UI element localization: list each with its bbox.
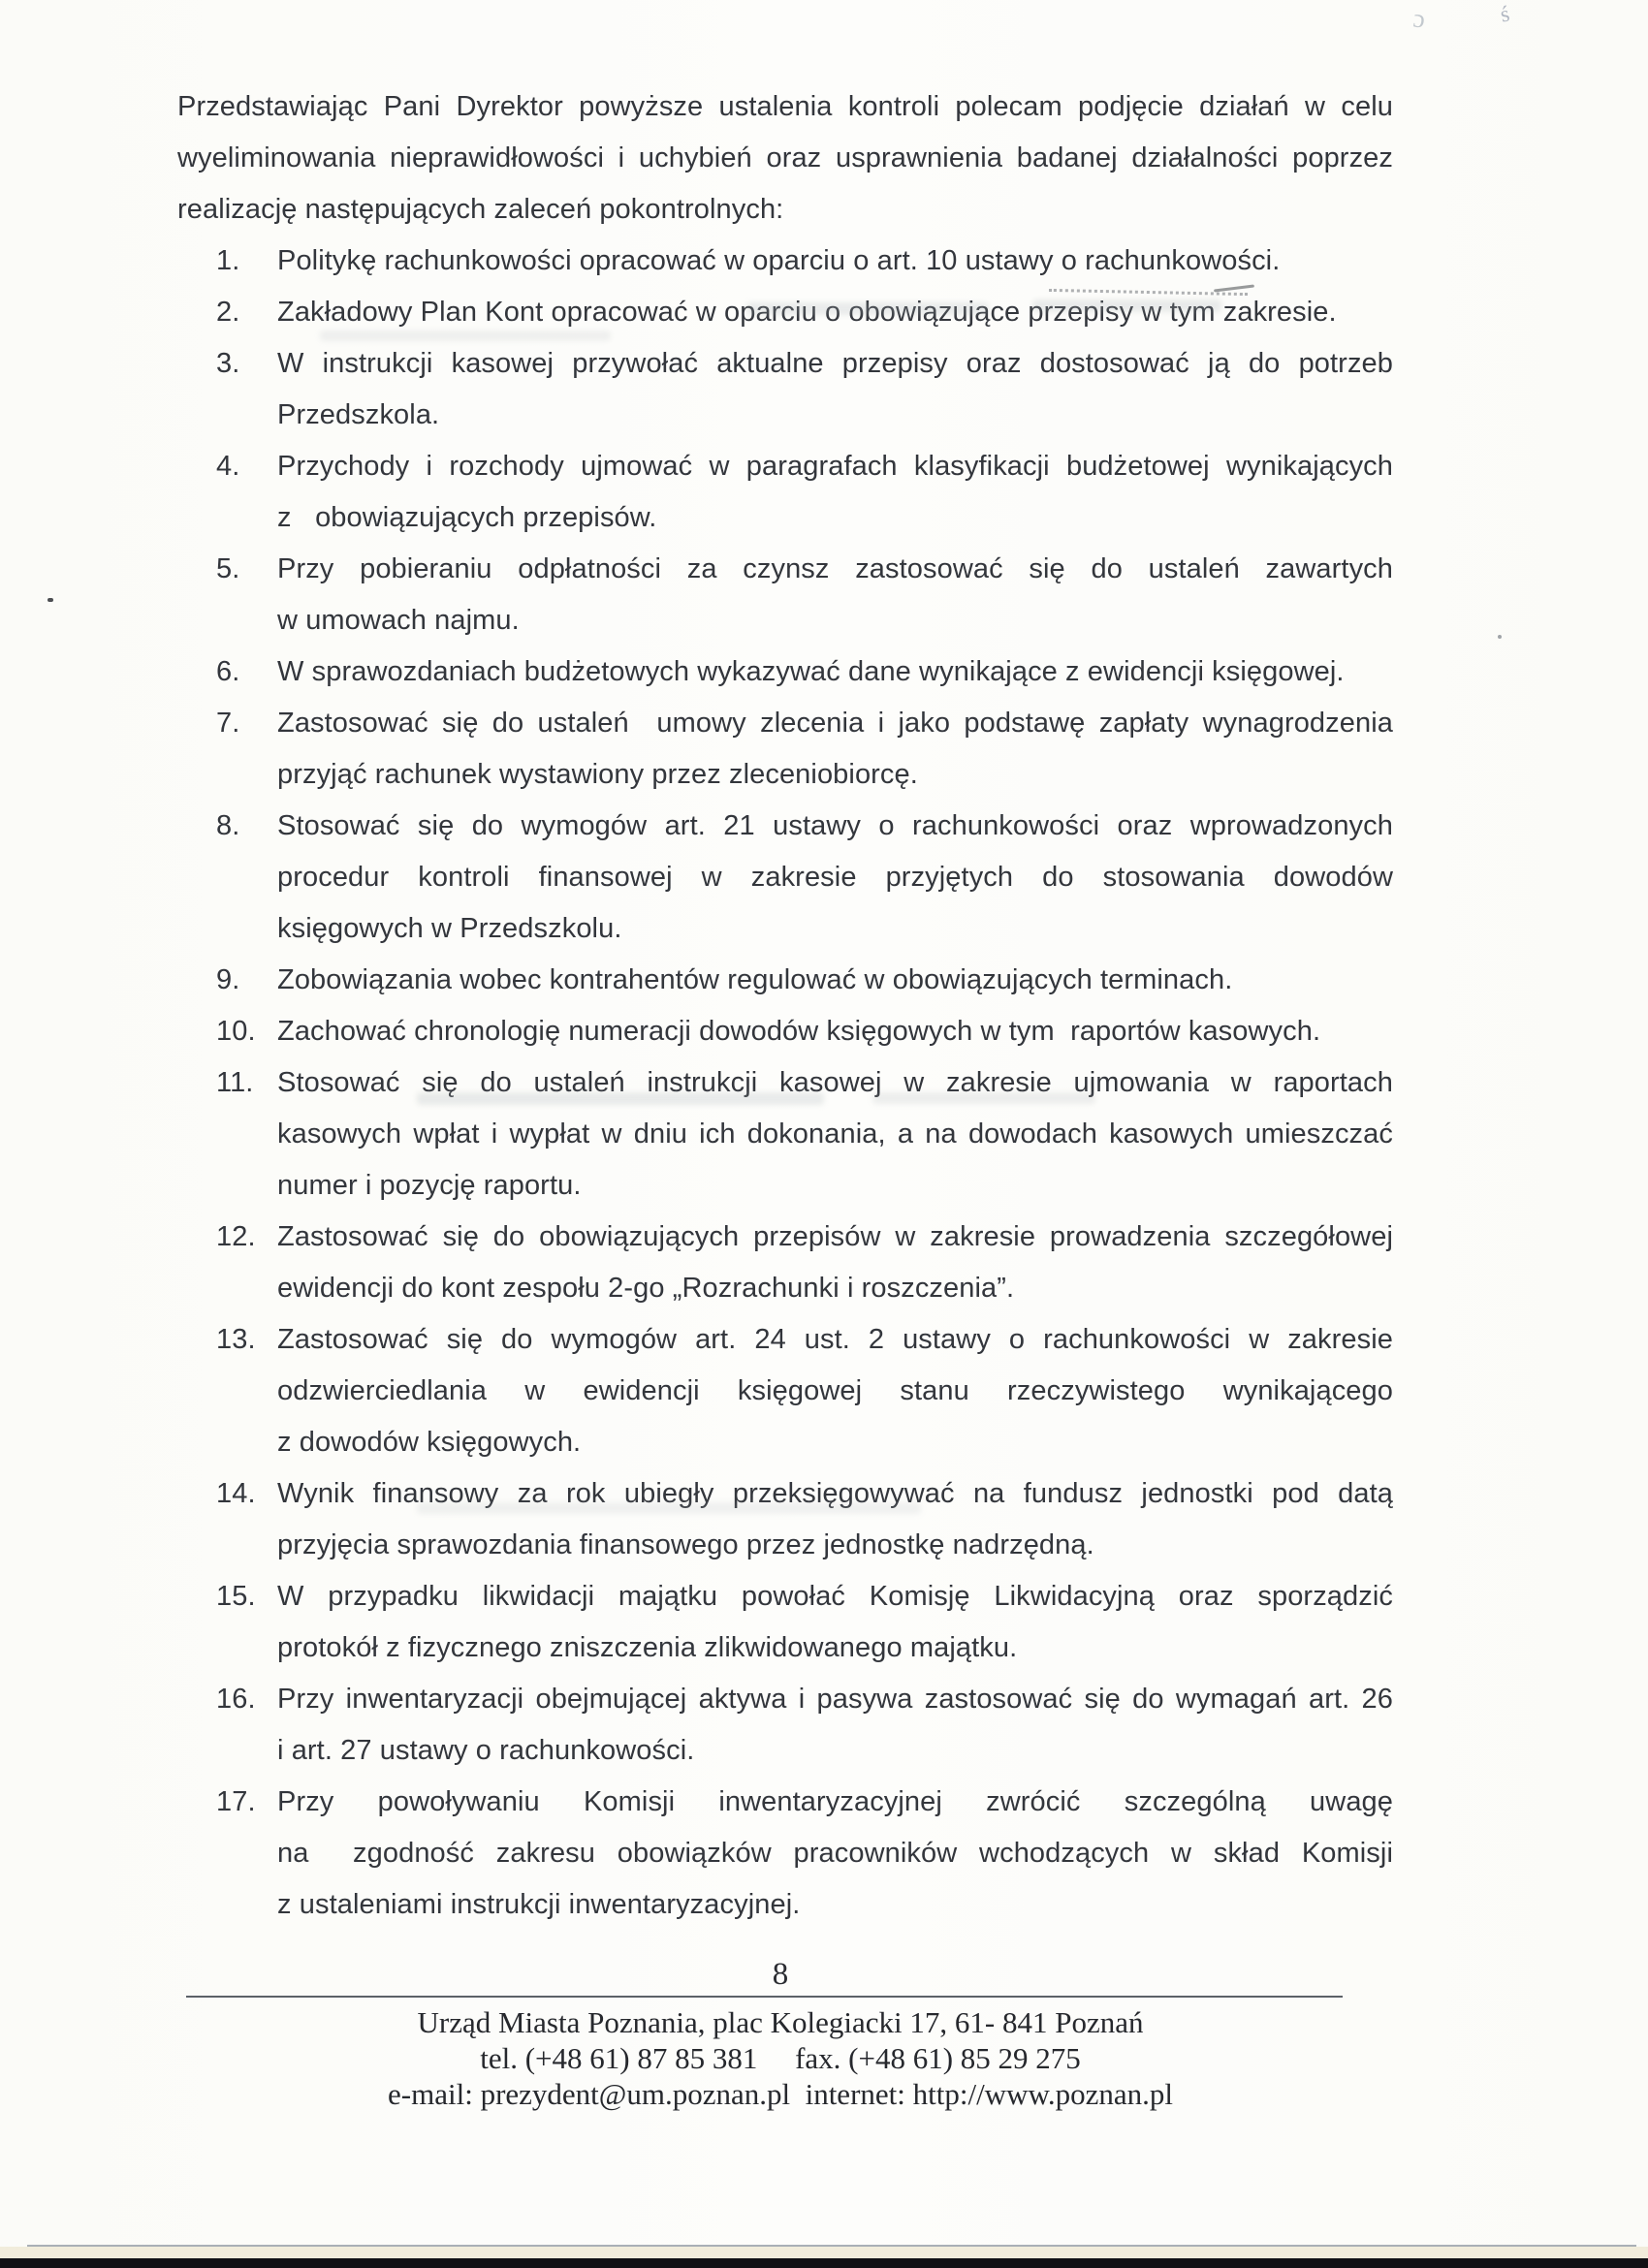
footer-divider (186, 1996, 1343, 1998)
footer-phone-fax: tel. (+48 61) 87 85 381 fax. (+48 61) 85 29 275 (480, 2041, 1081, 2075)
list-item (177, 1314, 1393, 1468)
item-number: 15. (216, 1581, 256, 1612)
item-line: Zastosować się do obowiązujących przepisów w zakresie prowadzenia szczegółowej (277, 1221, 1393, 1252)
item-line: numer i pozycję raportu. (277, 1170, 582, 1201)
item-line: przyjąć rachunek wystawiony przez zleceniobiorcę. (277, 759, 918, 790)
item-line: Zastosować się do wymogów art. 24 ust. 2 ustawy o rachunkowości w zakresie (277, 1324, 1393, 1355)
scan-corner-mark: ɔ (1411, 3, 1428, 34)
item-number: 5. (216, 553, 240, 584)
item-line: Przy inwentaryzacji obejmującej aktywa i pasywa zastosować się do wymagań art. 26 (277, 1684, 1393, 1715)
document-body (177, 81, 1393, 1931)
recommendations-list (177, 236, 1393, 1931)
item-line: W sprawozdaniach budżetowych wykazywać dane wynikające z ewidencji księgowej. (277, 656, 1345, 687)
list-item (177, 1571, 1393, 1674)
list-item (177, 801, 1393, 955)
item-number: 3. (216, 348, 240, 379)
list-item (177, 441, 1393, 544)
item-line: księgowych w Przedszkolu. (277, 913, 622, 944)
item-line: Zachować chronologię numeracji dowodów księgowych w tym raportów kasowych. (277, 1016, 1321, 1047)
list-item (177, 1674, 1393, 1777)
item-number: 4. (216, 451, 240, 482)
item-line: przyjęcia sprawozdania finansowego przez jednostkę nadrzędną. (277, 1529, 1094, 1560)
paragraph-line: realizację następujących zaleceń pokontrolnych: (177, 194, 784, 225)
item-number: 13. (216, 1324, 256, 1355)
item-line: Stosować się do ustaleń instrukcji kasowej w zakresie ujmowania w raportach (277, 1067, 1393, 1098)
scan-smudge (320, 331, 611, 341)
scan-speck (48, 598, 53, 602)
footer-address: Urząd Miasta Poznania, plac Kolegiacki 17, 61- 841 Poznań (417, 2005, 1144, 2039)
item-line: Stosować się do wymogów art. 21 ustawy o rachunkowości oraz wprowadzonych (277, 810, 1393, 841)
item-line: z obowiązujących przepisów. (277, 502, 657, 533)
item-line: W przypadku likwidacji majątku powołać Komisję Likwidacyjną oraz sporządzić (277, 1581, 1393, 1612)
scan-smudge (417, 1502, 921, 1514)
item-line: Wynik finansowy za rok ubiegły przeksięgowywać na fundusz jednostki pod datą (277, 1478, 1393, 1509)
paragraph-line: wyeliminowania nieprawidłowości i uchybień oraz usprawnienia badanej działalności poprzez (177, 142, 1393, 173)
item-line: Przy powoływaniu Komisji inwentaryzacyjnej zwrócić szczególną uwagę (277, 1786, 1393, 1817)
list-item (177, 646, 1393, 698)
scan-smudge (872, 1092, 1095, 1104)
item-line: procedur kontroli finansowej w zakresie przyjętych do stosowania dowodów (277, 862, 1393, 893)
scan-smudge (417, 1092, 824, 1105)
list-item (177, 236, 1393, 287)
item-line: Przedszkola. (277, 399, 440, 430)
scan-corner-mark: ś (1498, 1, 1512, 27)
item-line: w umowach najmu. (277, 605, 520, 636)
list-item (177, 1212, 1393, 1314)
list-item (177, 1777, 1393, 1931)
scan-smudge (746, 302, 989, 315)
item-line: kasowych wpłat i wypłat w dniu ich dokonania, a na dowodach kasowych umieszczać (277, 1118, 1393, 1150)
item-line: W instrukcji kasowej przywołać aktualne przepisy oraz dostosować ją do potrzeb (277, 348, 1393, 379)
item-number: 10. (216, 1016, 256, 1047)
list-item (177, 338, 1393, 441)
item-line: protokół z fizycznego zniszczenia zlikwidowanego majątku. (277, 1632, 1018, 1663)
item-number: 9. (216, 964, 240, 995)
scan-smudge (1032, 299, 1221, 312)
footer-block (186, 2004, 1375, 2112)
footer-email-web: e-mail: prezydent@um.poznan.pl internet: http://www.poznan.pl (388, 2077, 1173, 2111)
item-line: Zobowiązania wobec kontrahentów regulować w obowiązujących terminach. (277, 964, 1233, 995)
item-line: na zgodność zakresu obowiązków pracowników wchodzących w skład Komisji (277, 1838, 1393, 1869)
item-line: z ustaleniami instrukcji inwentaryzacyjnej. (277, 1889, 801, 1920)
scan-edge-band (0, 2247, 1648, 2258)
item-line: Zakładowy Plan Kont opracować w oparciu o obowiązujące przepisy w tym zakresie. (277, 297, 1337, 328)
item-line: Przy pobieraniu odpłatności za czynsz zastosować się do ustaleń zawartych (277, 553, 1393, 584)
paragraph-line: Przedstawiając Pani Dyrektor powyższe ustalenia kontroli polecam podjęcie działań w celu (177, 91, 1393, 122)
item-number: 6. (216, 656, 240, 687)
item-line: Przychody i rozchody ujmować w paragrafach klasyfikacji budżetowej wynikających (277, 451, 1393, 482)
item-number: 8. (216, 810, 240, 841)
list-item (177, 544, 1393, 646)
item-line: z dowodów księgowych. (277, 1427, 582, 1458)
item-line: Politykę rachunkowości opracować w oparciu o art. 10 ustawy o rachunkowości. (277, 245, 1281, 276)
item-line: ewidencji do kont zespołu 2-go „Rozrachunki i roszczenia”. (277, 1273, 1015, 1304)
item-number: 7. (216, 708, 240, 739)
item-number: 2. (216, 297, 240, 328)
intro-paragraph (177, 81, 1393, 236)
item-number: 1. (216, 245, 240, 276)
list-item (177, 1006, 1393, 1057)
scan-speck (1498, 635, 1502, 639)
item-number: 16. (216, 1684, 256, 1715)
list-item (177, 1057, 1393, 1212)
item-line: i art. 27 ustawy o rachunkowości. (277, 1735, 695, 1766)
item-line: Zastosować się do ustaleń umowy zlecenia i jako podstawę zapłaty wynagrodzenia (277, 708, 1393, 739)
item-number: 17. (216, 1786, 256, 1817)
page-number: 8 (772, 1957, 789, 1992)
list-item (177, 698, 1393, 801)
item-number: 12. (216, 1221, 256, 1252)
list-item (177, 955, 1393, 1006)
list-item (177, 1468, 1393, 1571)
item-number: 11. (216, 1067, 254, 1098)
item-number: 14. (216, 1478, 256, 1509)
item-line: odzwierciedlania w ewidencji księgowej stanu rzeczywistego wynikającego (277, 1375, 1393, 1406)
scan-edge-bar (0, 2258, 1648, 2268)
